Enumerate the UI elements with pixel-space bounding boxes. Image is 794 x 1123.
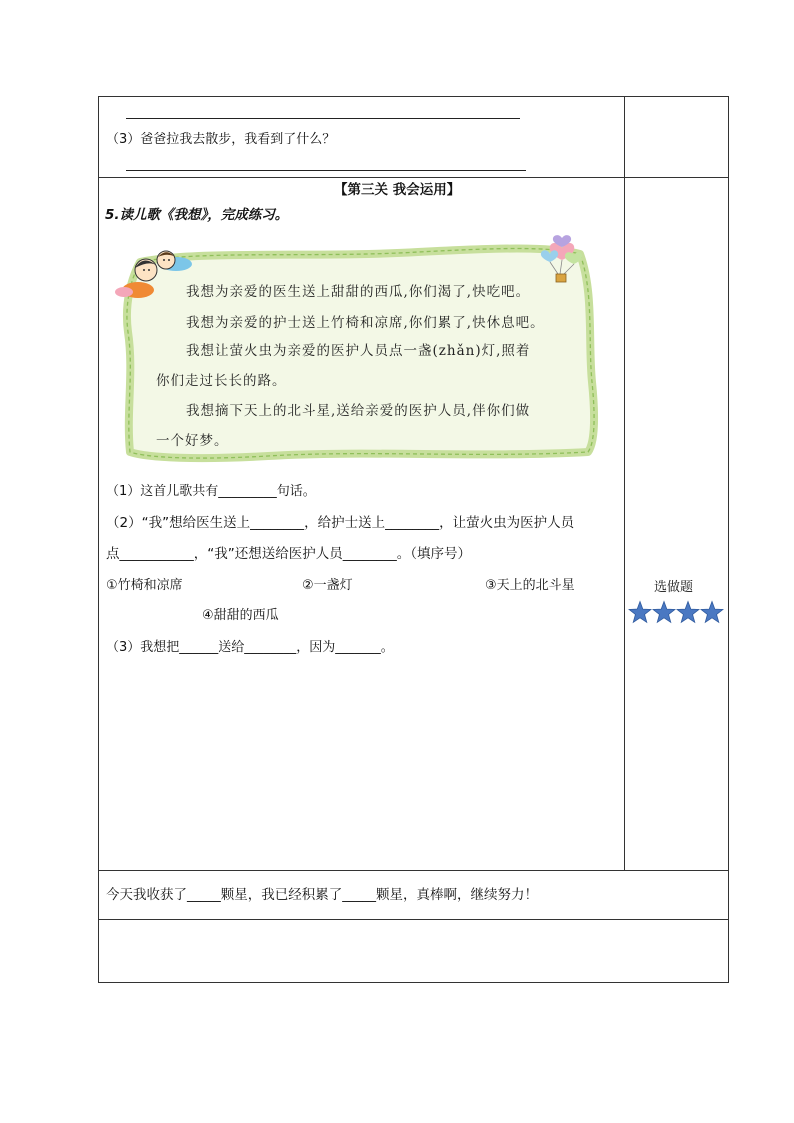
table-border-bottom	[98, 982, 729, 983]
poem-line-6: 一个好梦。	[156, 433, 229, 449]
option-2: ②一盏灯	[302, 578, 353, 593]
answer-line	[126, 170, 526, 171]
rating-stars	[628, 600, 724, 626]
row-divider-2	[98, 870, 729, 871]
answer-line	[126, 118, 520, 119]
star-icon	[629, 602, 651, 623]
question-2-line-1: （2）“我”想给医生送上________，给护士送上________，让萤火虫为医护人员	[106, 515, 575, 531]
question-3-prev: （3）爸爸拉我去散步，我看到了什么？	[106, 132, 336, 147]
table-border-left	[98, 96, 99, 983]
heart-balloons-icon	[538, 234, 586, 286]
question-3: （3）我想把______送给________，因为_______。	[106, 640, 394, 655]
option-4: ④甜甜的西瓜	[202, 608, 279, 623]
option-1: ①竹椅和凉席	[106, 578, 183, 593]
poem-line-1: 我想为亲爱的医生送上甜甜的西瓜,你们渴了,快吃吧。	[186, 284, 531, 300]
question-2-line-2: 点___________，“我”还想送给医护人员________。（填序号）	[106, 546, 471, 562]
poem-line-4: 你们走过长长的路。	[156, 373, 287, 389]
poem-line-5: 我想摘下天上的北斗星,送给亲爱的医护人员,伴你们做	[186, 403, 531, 419]
column-divider	[624, 96, 625, 870]
question-5-title: 5.读儿歌《我想》，完成练习。	[105, 207, 289, 223]
section-heading: 【第三关 我会运用】	[334, 182, 461, 198]
poem-line-3: 我想让萤火虫为亲爱的医护人员点一盏(zhǎn)灯,照着	[186, 343, 531, 359]
star-icon	[701, 602, 723, 623]
option-3: ③天上的北斗星	[485, 578, 575, 593]
star-icon	[677, 602, 699, 623]
row-divider-1	[98, 177, 729, 178]
optional-label: 选做题	[654, 580, 694, 595]
footer-summary: 今天我收获了_____颗星，我已经积累了_____颗星，真棒啊，继续努力！	[106, 887, 538, 903]
row-divider-3	[98, 919, 729, 920]
poem-line-2: 我想为亲爱的护士送上竹椅和凉席,你们累了,快休息吧。	[186, 315, 545, 331]
table-border-top	[98, 96, 729, 97]
table-border-right	[728, 96, 729, 983]
star-icon	[653, 602, 675, 623]
question-1: （1）这首儿歌共有_________句话。	[106, 484, 316, 499]
